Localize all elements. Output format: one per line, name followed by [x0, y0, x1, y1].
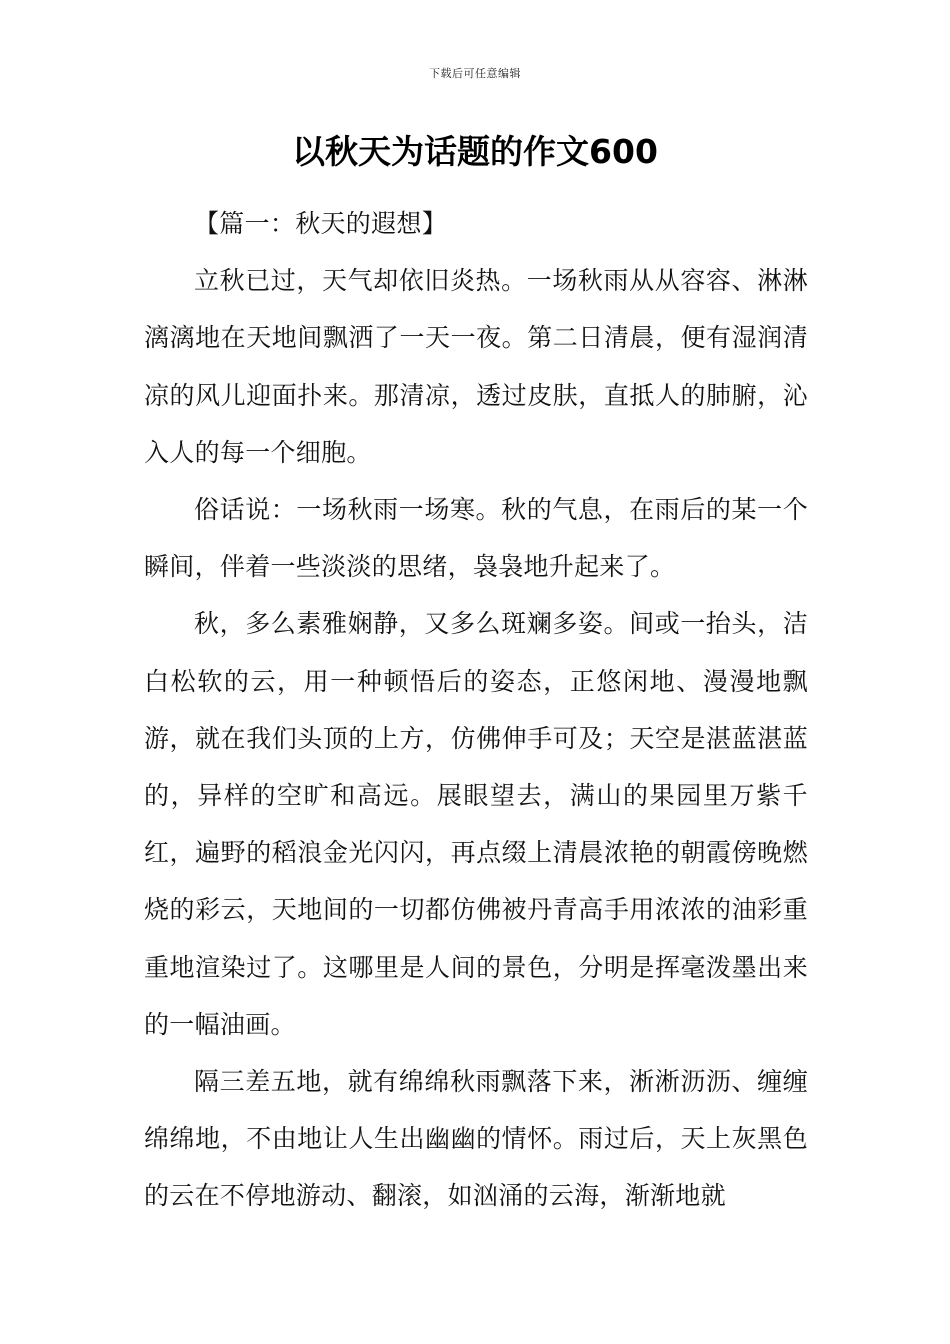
document-title: 以秋天为话题的作文600 [292, 132, 658, 171]
paragraph: 俗话说：一场秋雨一场寒。秋的气息，在雨后的某一个瞬间，伴着一些淡淡的思绪，袅袅地升起来了。 [144, 495, 808, 582]
paragraph: 立秋已过，天气却依旧炎热。一场秋雨从从容容、淋淋漓漓地在天地间飘洒了一天一夜。第二日清晨，便有湿润清凉的风儿迎面扑来。那清凉，透过皮肤，直抵人的肺腑，沁入人的每一个细胞。 [144, 266, 808, 467]
paragraph: 秋，多么素雅娴静，又多么斑斓多姿。间或一抬头，洁白松软的云，用一种顿悟后的姿态，正悠闲地、漫漫地飘游，就在我们头顶的上方，仿佛伸手可及；天空是湛蓝湛蓝的，异样的空旷和高远。展眼望去，满山的果园里万紫千红，遍野的稻浪金光闪闪，再点缀上清晨浓艳的朝霞傍晚燃烧的彩云，天地间的一切都仿佛被丹青高手用浓浓的油彩重重地渲染过了。这哪里是人间的景色，分明是挥毫泼墨出来的一幅油画。 [144, 609, 808, 1039]
section-heading: 【篇一：秋天的遐想】 [194, 209, 448, 238]
header-note: 下载后可任意编辑 [429, 67, 521, 80]
paragraph: 隔三差五地，就有绵绵秋雨飘落下来，淅淅沥沥、缠缠绵绵地，不由地让人生出幽幽的情怀。雨过后，天上灰黑色的云在不停地游动、翻滚，如汹涌的云海，渐渐地就 [144, 1067, 808, 1211]
document-body [144, 195, 808, 1225]
